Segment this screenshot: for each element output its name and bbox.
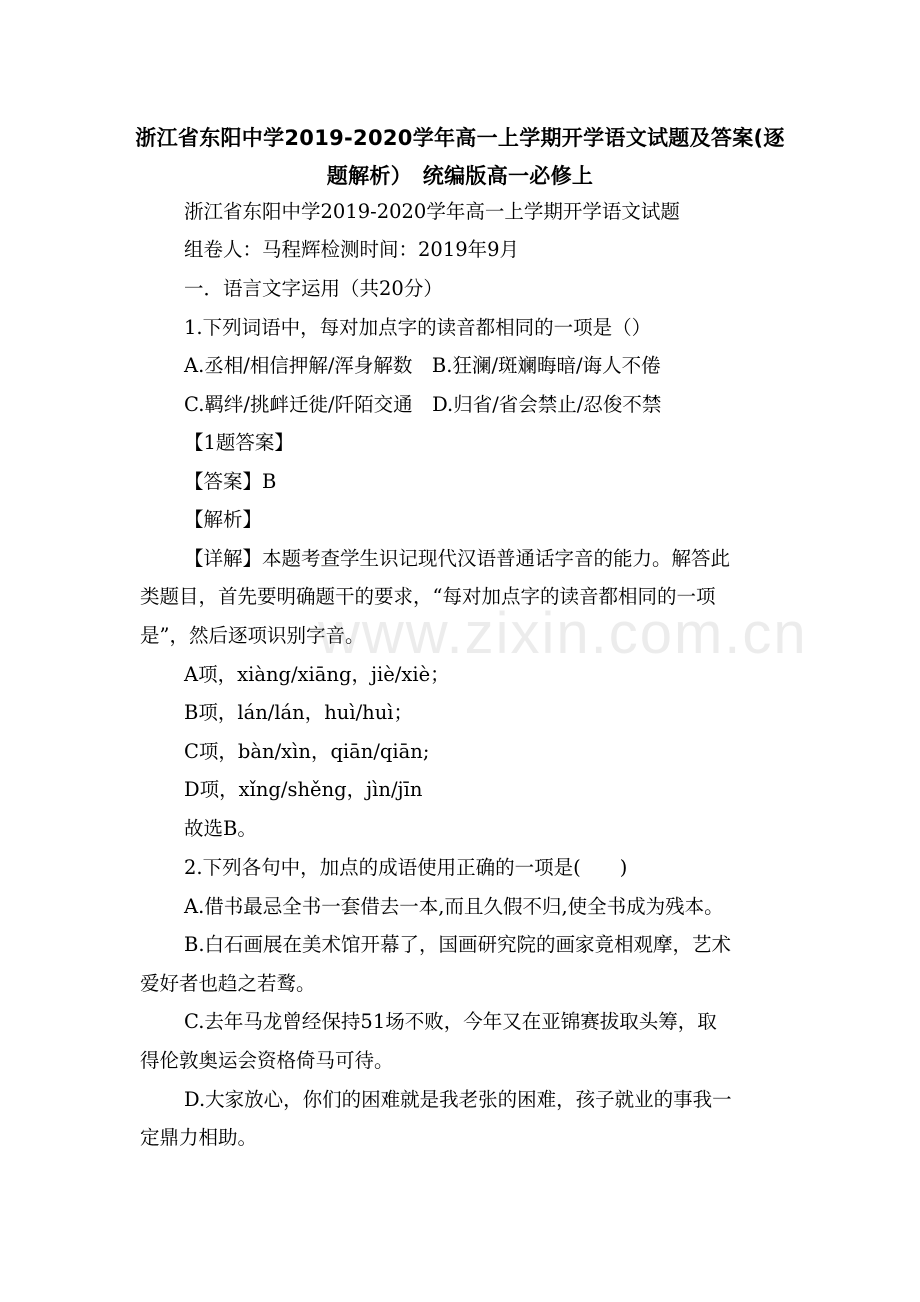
detail-line: 类题目，首先要明确题干的要求，“每对加点字的读音都相同的一项 [140,585,716,608]
document-title-line1: 浙江省东阳中学2019-2020学年高一上学期开学语文试题及答案(逐 [135,126,785,150]
question-1-stem: 1.下列词语中，每对加点字的读音都相同的一项是（） [184,316,652,339]
detail-line: 是”，然后逐项识别字音。 [140,624,365,647]
pinyin-item-d: D项，xǐng/shěng，jìn/jīn [184,778,423,801]
question-2-option-b: B.白石画展在美术馆开幕了，国画研究院的画家竟相观摩，艺术 [184,933,732,956]
pinyin-item-a: A项，xiàng/xiāng，jiè/xiè； [184,663,450,686]
answer: 【答案】B [184,470,277,493]
question-2-option-c-cont: 得伦敦奥运会资格倚马可待。 [140,1049,394,1072]
question-1-options-cd: C.羁绊/挑衅迁徙/阡陌交通 D.归省/省会禁止/忍俊不禁 [184,393,662,416]
pinyin-item-b: B项，lán/lán，huì/huì； [184,701,414,724]
question-2-option-c: C.去年马龙曾经保持51场不败，今年又在亚锦赛拔取头筹，取 [184,1010,717,1033]
subtitle: 浙江省东阳中学2019-2020学年高一上学期开学语文试题 [184,200,680,223]
question-1-options-ab: A.丞相/相信押解/浑身解数 B.狂澜/斑斓晦暗/诲人不倦 [184,354,661,377]
analysis-header: 【解析】 [184,508,263,531]
exam-meta: 组卷人：马程辉检测时间：2019年9月 [184,238,520,261]
document-title-line2: 题解析） 统编版高一必修上 [326,164,594,188]
question-2-option-b-cont: 爱好者也趋之若鹜。 [140,972,316,995]
conclusion: 故选B。 [184,817,257,840]
section-heading: 一．语言文字运用（共20分） [184,277,443,300]
watermark: www.zixin.com.cn [318,601,808,666]
question-2-stem: 2.下列各句中，加点的成语使用正确的一项是( ) [184,856,628,879]
question-2-option-a: A.借书最忌全书一套借去一本,而且久假不归,使全书成为残本。 [184,895,724,918]
detail-line: 【详解】本题考查学生识记现代汉语普通话字音的能力。解答此 [184,547,731,570]
pinyin-item-c: C项，bàn/xìn，qiān/qiān; [184,740,430,763]
answer-header: 【1题答案】 [184,431,294,454]
question-2-option-d-cont: 定鼎力相助。 [140,1126,258,1149]
question-2-option-d: D.大家放心，你们的困难就是我老张的困难，孩子就业的事我一 [184,1088,732,1111]
